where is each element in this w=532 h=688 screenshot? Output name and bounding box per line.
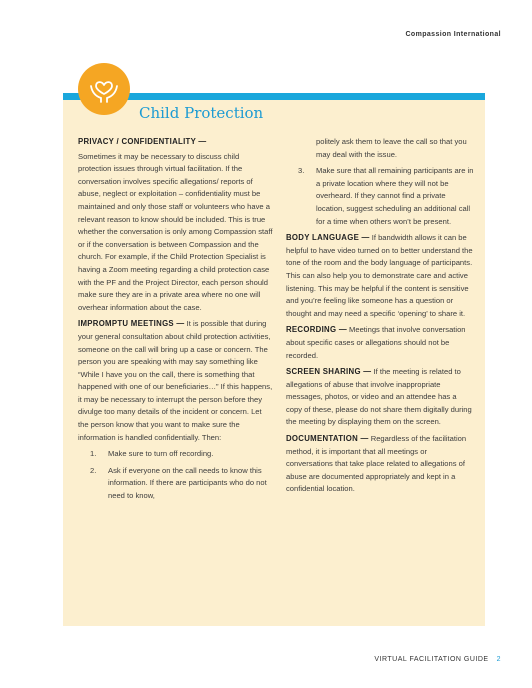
page-footer [374, 656, 501, 663]
documentation-heading: DOCUMENTATION — [286, 434, 369, 444]
recording-heading: RECORDING — [286, 325, 347, 335]
recording-text: Meetings that involve conversation about specific cases or allegations should not be recorded. [286, 325, 466, 360]
screen-sharing-text: If the meeting is related to allegations of abuse that involve inappropriate messages, photos, or video and an attendee has a copy of these, please do not share them digitally during the meeting by displaying them on the screen. [286, 367, 472, 427]
brand-name: Compassion International [405, 31, 501, 38]
privacy-heading: PRIVACY / CONFIDENTIALITY — [78, 137, 207, 146]
impromptu-text: It is possible that during your general consultation about child protection activities, someone on the call will bring up a case or concern. The person you are speaking with may say something like “While I have you on the call, there is something that happened with one of our beneficiaries…” If this happens, it may be necessary to interrupt the person before they divulge too many details of the incident or concern. Let the person know that you want to make sure the information is handled confidentially. Then: [78, 319, 273, 442]
page-number: 2 [496, 656, 501, 663]
list-text: Make sure that all remaining participants are in a private location where they will not be overheard. If they cannot find a private location, suggest scheduling an additional call for a time when others won’t be present. [316, 166, 474, 226]
steps-list [78, 448, 274, 502]
list-number: 2. [90, 465, 97, 475]
page-title: Child Protection [139, 104, 264, 122]
recording-paragraph [286, 324, 474, 362]
list-text: Make sure to turn off recording. [108, 449, 214, 459]
body-language-heading: BODY LANGUAGE — [286, 233, 370, 243]
impromptu-paragraph [78, 318, 274, 444]
documentation-text: Regardless of the facilitation method, it is important that all meetings or conversations that take place related to allegations of abuse are documented appropriately and kept in a confidential location. [286, 434, 467, 494]
list-number: 3. [298, 166, 305, 176]
documentation-paragraph [286, 433, 474, 496]
list-item [78, 465, 274, 503]
list-item [286, 165, 474, 228]
right-column [286, 136, 474, 500]
guide-title: VIRTUAL FACILITATION GUIDE [374, 656, 489, 663]
privacy-paragraph: Sometimes it may be necessary to discuss child protection issues through virtual facilitation. If the conversation involves specific allegations/ reports of abuse, neglect or exploitation – confidentiality must be maintained and only those staff or volunteers who have a relevant reason to know should be included. This is true whether the conversation is only among Compassion staff or if the conversation is between Compassion and the church. For example, if the Child Protection Specialist is having a Zoom meeting regarding a child protection case with the PF and the Project Director, each person should make sure they are in a private area where no one will overhear information about the case. [78, 151, 273, 312]
impromptu-heading: IMPROMPTU MEETINGS — [78, 319, 185, 329]
steps-list-continued [286, 165, 474, 228]
body-language-paragraph [286, 232, 474, 320]
heart-in-hands-icon [78, 63, 130, 115]
screen-sharing-paragraph [286, 366, 474, 429]
screen-sharing-heading: SCREEN SHARING — [286, 367, 372, 377]
body-language-text: If bandwidth allows it can be helpful to have video turned on to better understand the tone of the room and the body language of participants. This can also help you to demonstrate care and active listening. This may be helpful if the content is sensitive and you’re feeling like someone has a question or thought and may need a specific ‘opening’ to share it. [286, 233, 473, 318]
list-text: Ask if everyone on the call needs to know this information. If there are participants who do not need to know, [108, 465, 267, 501]
list-number: 1. [90, 449, 97, 459]
list-item-continuation: politely ask them to leave the call so that you may deal with the issue. [316, 137, 467, 159]
list-item [78, 448, 274, 461]
left-column [78, 136, 274, 507]
